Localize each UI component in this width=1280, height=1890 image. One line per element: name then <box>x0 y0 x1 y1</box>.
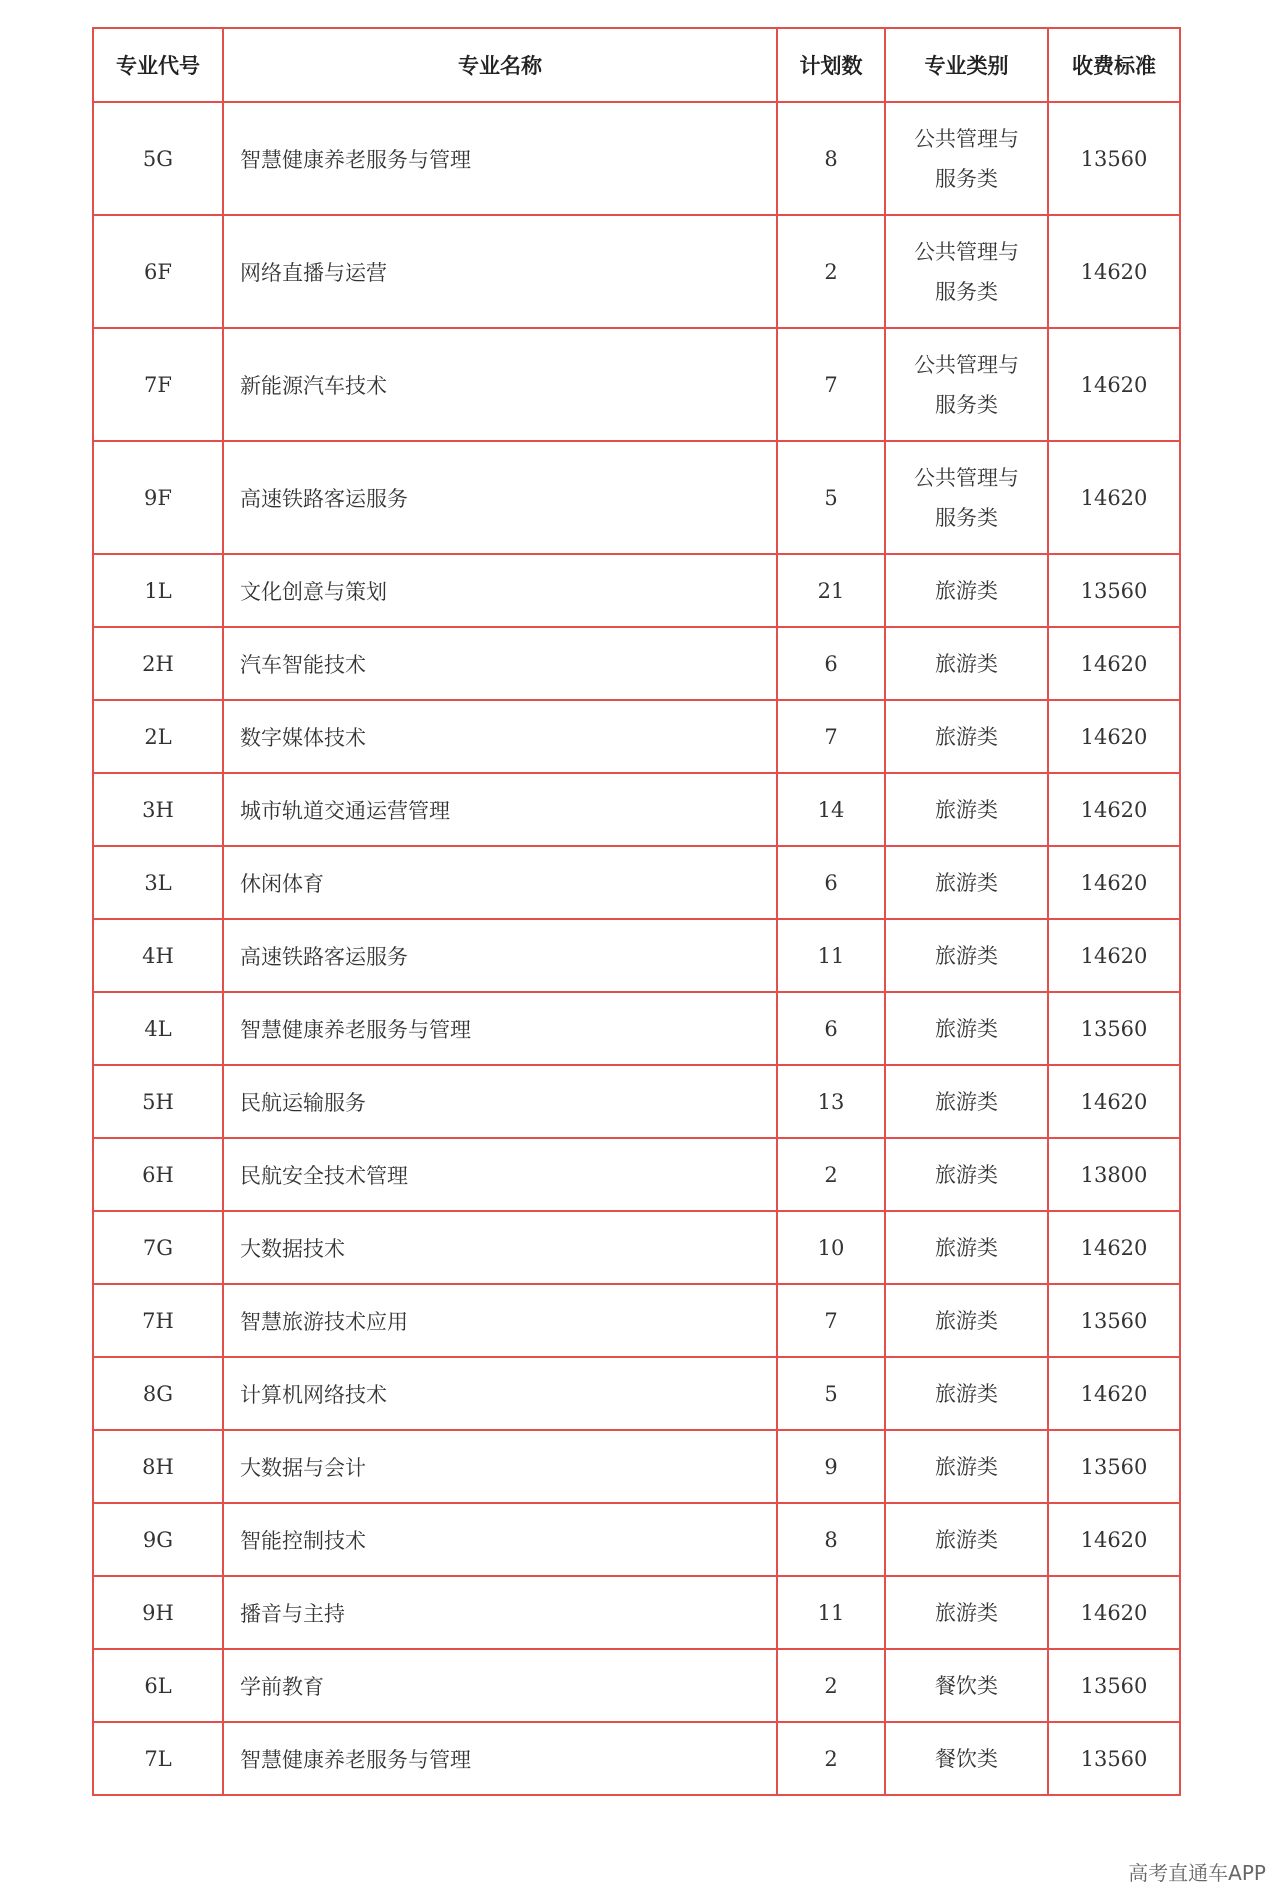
cell-code: 7H <box>93 1284 223 1357</box>
cell-category <box>885 1649 1048 1722</box>
category-line: 旅游类 <box>935 651 998 676</box>
cell-plan: 6 <box>777 846 885 919</box>
cell-category <box>885 773 1048 846</box>
cell-fee: 14620 <box>1048 846 1180 919</box>
cell-fee: 14620 <box>1048 1357 1180 1430</box>
table-row <box>93 919 1180 992</box>
cell-fee: 13560 <box>1048 992 1180 1065</box>
category-line: 旅游类 <box>935 1089 998 1114</box>
cell-code: 8H <box>93 1430 223 1503</box>
cell-fee: 14620 <box>1048 1576 1180 1649</box>
cell-fee: 13560 <box>1048 102 1180 215</box>
table-row <box>93 1722 1180 1795</box>
cell-category <box>885 328 1048 441</box>
category-line: 旅游类 <box>935 1235 998 1260</box>
cell-code: 8G <box>93 1357 223 1430</box>
cell-category <box>885 1357 1048 1430</box>
table-row <box>93 1503 1180 1576</box>
cell-plan: 2 <box>777 1649 885 1722</box>
cell-name: 高速铁路客运服务 <box>223 441 777 554</box>
cell-fee: 14620 <box>1048 700 1180 773</box>
cell-name: 智慧健康养老服务与管理 <box>223 1722 777 1795</box>
table-row <box>93 1357 1180 1430</box>
header-category: 专业类别 <box>885 28 1048 102</box>
category-line: 旅游类 <box>935 1162 998 1187</box>
category-line: 旅游类 <box>935 943 998 968</box>
cell-plan: 14 <box>777 773 885 846</box>
header-name: 专业名称 <box>223 28 777 102</box>
cell-plan: 8 <box>777 102 885 215</box>
header-plan: 计划数 <box>777 28 885 102</box>
category-line: 旅游类 <box>935 1308 998 1333</box>
table-row <box>93 1211 1180 1284</box>
cell-code: 6F <box>93 215 223 328</box>
table-row <box>93 328 1180 441</box>
category-line: 服务类 <box>935 279 998 304</box>
cell-name: 智慧健康养老服务与管理 <box>223 992 777 1065</box>
cell-fee: 14620 <box>1048 919 1180 992</box>
category-line: 旅游类 <box>935 797 998 822</box>
cell-plan: 7 <box>777 1284 885 1357</box>
cell-plan: 6 <box>777 992 885 1065</box>
category-line: 公共管理与 <box>914 239 1019 264</box>
cell-plan: 6 <box>777 627 885 700</box>
table-row <box>93 215 1180 328</box>
cell-plan: 7 <box>777 328 885 441</box>
category-line: 旅游类 <box>935 1381 998 1406</box>
cell-code: 1L <box>93 554 223 627</box>
table-row <box>93 1649 1180 1722</box>
cell-fee: 14620 <box>1048 1503 1180 1576</box>
cell-name: 网络直播与运营 <box>223 215 777 328</box>
cell-code: 7F <box>93 328 223 441</box>
cell-code: 7G <box>93 1211 223 1284</box>
table-row <box>93 700 1180 773</box>
table-row <box>93 992 1180 1065</box>
cell-name: 数字媒体技术 <box>223 700 777 773</box>
cell-category <box>885 1211 1048 1284</box>
cell-plan: 2 <box>777 1722 885 1795</box>
table-row <box>93 102 1180 215</box>
cell-name: 播音与主持 <box>223 1576 777 1649</box>
cell-fee: 13560 <box>1048 1722 1180 1795</box>
cell-name: 大数据与会计 <box>223 1430 777 1503</box>
category-line: 公共管理与 <box>914 126 1019 151</box>
category-line: 旅游类 <box>935 578 998 603</box>
cell-category <box>885 554 1048 627</box>
cell-code: 6L <box>93 1649 223 1722</box>
category-line: 旅游类 <box>935 1454 998 1479</box>
cell-name: 休闲体育 <box>223 846 777 919</box>
category-line: 服务类 <box>935 505 998 530</box>
cell-fee: 14620 <box>1048 773 1180 846</box>
cell-fee: 13800 <box>1048 1138 1180 1211</box>
cell-category <box>885 1430 1048 1503</box>
category-line: 旅游类 <box>935 1600 998 1625</box>
cell-code: 4L <box>93 992 223 1065</box>
table-row <box>93 1284 1180 1357</box>
table-row <box>93 627 1180 700</box>
cell-plan: 5 <box>777 441 885 554</box>
cell-name: 计算机网络技术 <box>223 1357 777 1430</box>
category-line: 公共管理与 <box>914 465 1019 490</box>
cell-name: 新能源汽车技术 <box>223 328 777 441</box>
cell-plan: 5 <box>777 1357 885 1430</box>
cell-code: 2L <box>93 700 223 773</box>
table-row <box>93 1065 1180 1138</box>
header-fee: 收费标准 <box>1048 28 1180 102</box>
cell-category <box>885 1576 1048 1649</box>
cell-code: 9F <box>93 441 223 554</box>
cell-plan: 11 <box>777 919 885 992</box>
cell-code: 3L <box>93 846 223 919</box>
cell-fee: 13560 <box>1048 1430 1180 1503</box>
cell-plan: 2 <box>777 1138 885 1211</box>
watermark: 高考直通车APP <box>1128 1861 1266 1885</box>
cell-code: 7L <box>93 1722 223 1795</box>
category-line: 旅游类 <box>935 1527 998 1552</box>
cell-category <box>885 102 1048 215</box>
cell-name: 城市轨道交通运营管理 <box>223 773 777 846</box>
cell-category <box>885 919 1048 992</box>
cell-category <box>885 1722 1048 1795</box>
category-line: 旅游类 <box>935 724 998 749</box>
cell-code: 6H <box>93 1138 223 1211</box>
cell-code: 3H <box>93 773 223 846</box>
cell-fee: 14620 <box>1048 328 1180 441</box>
category-line: 服务类 <box>935 166 998 191</box>
cell-plan: 21 <box>777 554 885 627</box>
cell-name: 智慧健康养老服务与管理 <box>223 102 777 215</box>
cell-category <box>885 1065 1048 1138</box>
cell-fee: 14620 <box>1048 215 1180 328</box>
table-row <box>93 1138 1180 1211</box>
table-row <box>93 441 1180 554</box>
cell-plan: 13 <box>777 1065 885 1138</box>
cell-plan: 11 <box>777 1576 885 1649</box>
cell-fee: 14620 <box>1048 441 1180 554</box>
cell-code: 9H <box>93 1576 223 1649</box>
cell-plan: 9 <box>777 1430 885 1503</box>
cell-fee: 13560 <box>1048 554 1180 627</box>
cell-code: 5H <box>93 1065 223 1138</box>
cell-category <box>885 1503 1048 1576</box>
cell-code: 9G <box>93 1503 223 1576</box>
cell-fee: 14620 <box>1048 627 1180 700</box>
cell-code: 4H <box>93 919 223 992</box>
table-header-row <box>93 28 1180 102</box>
cell-name: 文化创意与策划 <box>223 554 777 627</box>
cell-name: 民航运输服务 <box>223 1065 777 1138</box>
table-row <box>93 1576 1180 1649</box>
cell-plan: 2 <box>777 215 885 328</box>
cell-category <box>885 627 1048 700</box>
cell-category <box>885 1284 1048 1357</box>
cell-plan: 7 <box>777 700 885 773</box>
cell-code: 5G <box>93 102 223 215</box>
cell-category <box>885 215 1048 328</box>
cell-fee: 13560 <box>1048 1284 1180 1357</box>
cell-category <box>885 1138 1048 1211</box>
cell-fee: 14620 <box>1048 1211 1180 1284</box>
category-line: 餐饮类 <box>935 1673 998 1698</box>
category-line: 餐饮类 <box>935 1746 998 1771</box>
cell-plan: 10 <box>777 1211 885 1284</box>
cell-name: 高速铁路客运服务 <box>223 919 777 992</box>
cell-code: 2H <box>93 627 223 700</box>
cell-name: 学前教育 <box>223 1649 777 1722</box>
cell-category <box>885 700 1048 773</box>
majors-table <box>92 27 1181 1796</box>
category-line: 旅游类 <box>935 870 998 895</box>
cell-name: 大数据技术 <box>223 1211 777 1284</box>
cell-fee: 14620 <box>1048 1065 1180 1138</box>
cell-name: 汽车智能技术 <box>223 627 777 700</box>
cell-name: 智能控制技术 <box>223 1503 777 1576</box>
table-row <box>93 846 1180 919</box>
cell-category <box>885 441 1048 554</box>
cell-plan: 8 <box>777 1503 885 1576</box>
table-row <box>93 773 1180 846</box>
cell-name: 民航安全技术管理 <box>223 1138 777 1211</box>
category-line: 旅游类 <box>935 1016 998 1041</box>
header-code: 专业代号 <box>93 28 223 102</box>
cell-category <box>885 846 1048 919</box>
table-row <box>93 1430 1180 1503</box>
category-line: 服务类 <box>935 392 998 417</box>
cell-name: 智慧旅游技术应用 <box>223 1284 777 1357</box>
table-row <box>93 554 1180 627</box>
category-line: 公共管理与 <box>914 352 1019 377</box>
table-body <box>93 102 1180 1795</box>
cell-fee: 13560 <box>1048 1649 1180 1722</box>
cell-category <box>885 992 1048 1065</box>
